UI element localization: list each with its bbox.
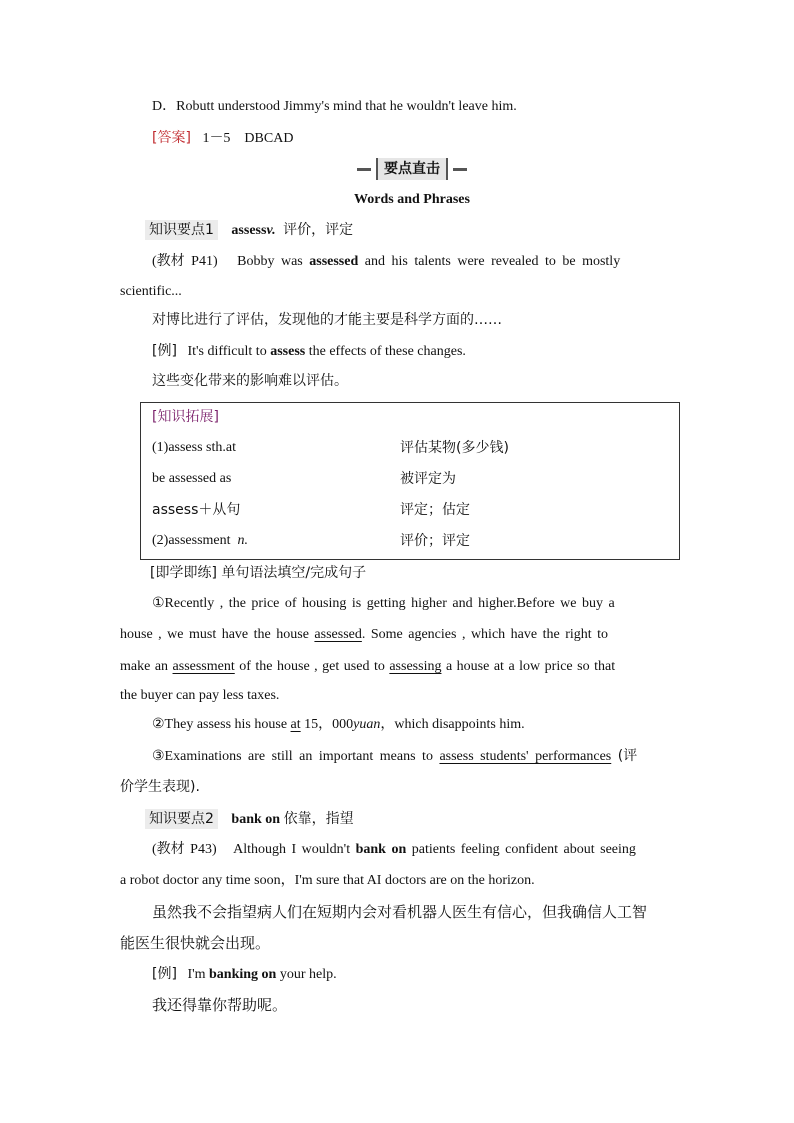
kp2-term: bank on: [231, 812, 281, 827]
kp2-heading: [145, 809, 354, 830]
section-title: Words and Phrases: [354, 192, 470, 207]
kp2-ex-bold: bank on: [355, 842, 407, 857]
q1-b: house , we must have the house: [120, 627, 309, 642]
practice-title: 单句语法填空/完成句子: [221, 565, 367, 581]
kp2-ex-b: patients feeling confident about seeing: [411, 842, 636, 857]
answer-line: [152, 128, 293, 149]
q2-yuan: yuan: [353, 717, 381, 732]
q3-line2: 价学生表现).: [120, 779, 200, 795]
q2-answer: at: [290, 717, 301, 732]
kp2-ex-a: Although I wouldn't: [233, 842, 351, 857]
kp1-example-line1: [152, 252, 620, 272]
kp2-ref: (教材 P43): [152, 842, 217, 857]
q1-f: a house at a low price so that: [445, 659, 616, 674]
practice-label: [即学即练]: [150, 565, 217, 581]
kp1-ex-bold: assessed: [309, 254, 359, 269]
expansion-row-4-pos: n.: [237, 533, 249, 548]
expansion-title: [知识拓展]: [152, 409, 219, 425]
expansion-row-2-en: be assessed as: [152, 471, 232, 486]
q1-line3: [120, 657, 615, 677]
banner-text: 要点直击: [376, 158, 448, 180]
kp1-eg-line: [152, 341, 466, 362]
kp1-eg-translation: 这些变化带来的影响难以评估。: [152, 373, 348, 389]
q1-answer-1: assessed: [314, 627, 362, 642]
q1-line2: [120, 625, 608, 645]
expansion-box: [140, 402, 680, 560]
kp1-badge: 知识要点1: [145, 220, 218, 240]
kp2-meaning: 依靠，指望: [283, 811, 354, 827]
kp2-eg-label: [例]: [152, 966, 177, 982]
kp2-example-line2: a robot doctor any time soon，I'm sure that AI doctors are on the horizon.: [120, 873, 535, 888]
q2-line: [152, 715, 525, 735]
kp1-eg-bold: assess: [270, 344, 306, 359]
q3-a: ③Examinations are still an important means to: [152, 749, 433, 764]
q3-b: (评: [617, 748, 638, 764]
expansion-row-4-en: [152, 531, 248, 551]
expansion-row-3-zh: 评定；估定: [400, 502, 470, 518]
q2-a: ②They assess his house: [152, 717, 288, 732]
kp1-meaning: 评价，评定: [283, 222, 354, 238]
expansion-row-4-word: (2)assessment: [152, 533, 231, 548]
kp1-eg-a: It's difficult to: [187, 344, 267, 359]
kp1-example-line2: scientific...: [120, 284, 182, 299]
kp1-heading: [145, 220, 353, 241]
kp2-eg-a: I'm: [187, 967, 206, 982]
q3-answer: assess students' performances: [439, 749, 612, 764]
option-d: D．Robutt understood Jimmy's mind that he wouldn't leave him.: [152, 99, 517, 114]
expansion-row-2-zh: 被评定为: [400, 471, 456, 487]
q3-line1: [152, 746, 637, 767]
kp1-eg-b: the effects of these changes.: [308, 344, 466, 359]
answer-text: 1－5 DBCAD: [202, 131, 294, 146]
kp2-eg-bold: banking on: [209, 967, 277, 982]
q1-answer-2: assessment: [172, 659, 235, 674]
kp2-example-line1: [152, 840, 636, 860]
answer-label: [答案]: [152, 130, 191, 146]
expansion-row-3-en: assess＋从句: [152, 502, 241, 518]
kp2-badge: 知识要点2: [145, 809, 218, 829]
kp1-translation: 对博比进行了评估，发现他的才能主要是科学方面的……: [152, 312, 502, 328]
expansion-row-1-zh: 评估某物(多少钱): [400, 440, 509, 456]
q1-line4: the buyer can pay less taxes.: [120, 688, 280, 703]
expansion-row-1-en: (1)assess sth.at: [152, 440, 236, 455]
kp2-eg-translation: 我还得靠你帮助呢。: [152, 996, 288, 1014]
kp1-term: assess: [231, 223, 267, 238]
kp1-pos: v.: [266, 223, 276, 238]
q2-b: 15，000: [304, 717, 354, 732]
kp1-ex-a: Bobby was: [237, 254, 303, 269]
kp2-translation-line1: 虽然我不会指望病人们在短期内会对看机器人医生有信心，但我确信人工智: [152, 903, 648, 921]
practice-heading: [150, 563, 366, 583]
kp2-eg-line: [152, 964, 337, 985]
kp2-translation-line2: 能医生很快就会出现。: [120, 934, 271, 952]
kp1-eg-label: [例]: [152, 343, 177, 359]
q1-d: make an: [120, 659, 169, 674]
q2-c: ，which disappoints him.: [380, 717, 525, 732]
kp2-eg-b: your help.: [279, 967, 337, 982]
expansion-row-4-zh: 评价；评定: [400, 533, 470, 549]
section-banner: [357, 158, 467, 180]
q1-e: of the house , get used to: [239, 659, 385, 674]
q1-answer-3: assessing: [389, 659, 442, 674]
q1-c: . Some agencies , which have the right to: [361, 627, 609, 642]
q1-line1: ①Recently , the price of housing is getting higher and higher.Before we buy a: [152, 596, 615, 611]
kp1-ex-b: and his talents were revealed to be mostly: [364, 254, 621, 269]
kp1-ref: (教材 P41): [152, 254, 218, 269]
